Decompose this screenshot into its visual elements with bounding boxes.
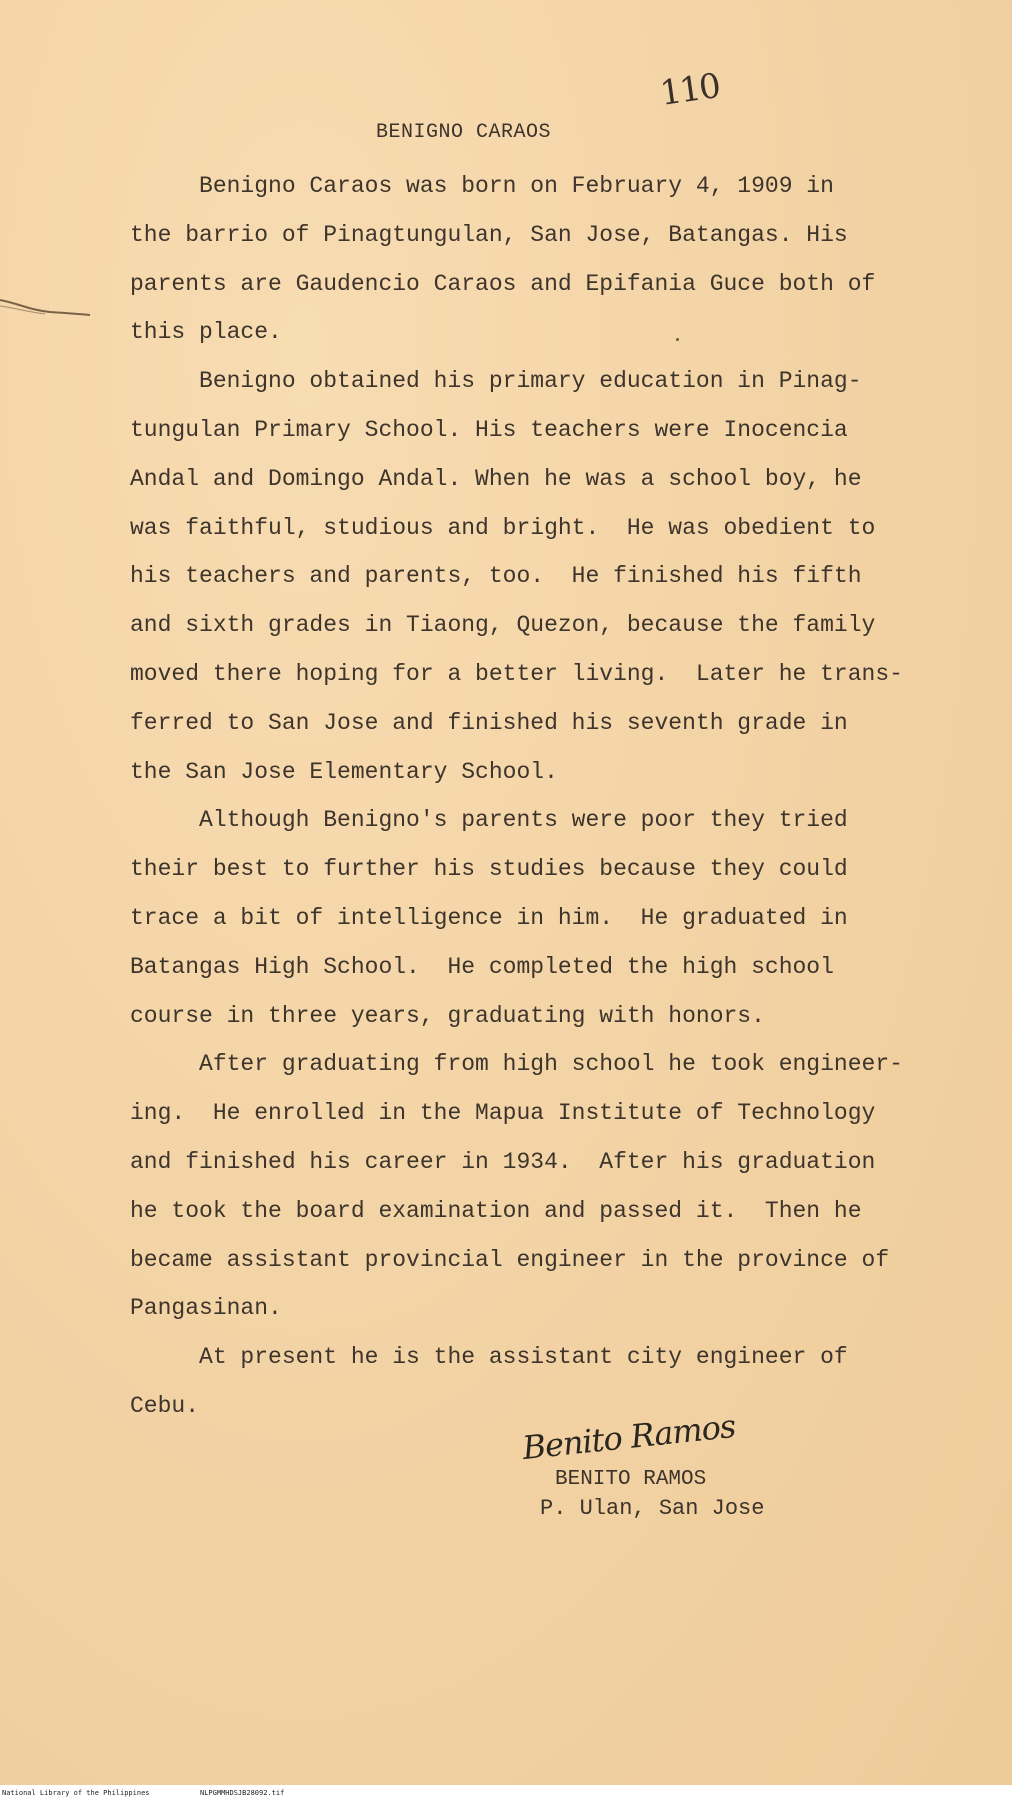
- scan-footer: [0, 1785, 1012, 1800]
- document-title: BENIGNO CARAOS: [376, 121, 552, 144]
- scan-filename: NLPGMMHDSJB28092.tif: [200, 1789, 285, 1797]
- handwritten-signature: Benito Ramos: [520, 1406, 737, 1468]
- text-line: Benigno Caraos was born on February 4, 1909 in: [130, 173, 834, 199]
- paper-tear-mark: [0, 292, 90, 322]
- text-line: moved there hoping for a better living. Later he trans-: [130, 660, 903, 687]
- text-line: and finished his career in 1934. After his graduation: [130, 1148, 876, 1175]
- text-line: was faithful, studious and bright. He was obedient to: [130, 514, 876, 541]
- text-line: Although Benigno's parents were poor they tried: [130, 807, 848, 834]
- text-line: this place.: [130, 319, 282, 346]
- text-line: course in three years, graduating with honors.: [130, 1002, 765, 1029]
- text-line: Batangas High School. He completed the high school: [130, 953, 834, 980]
- text-line: their best to further his studies because they could: [130, 856, 848, 883]
- text-line: the barrio of Pinagtungulan, San Jose, Batangas. His: [130, 221, 848, 248]
- signatory-name: BENITO RAMOS: [555, 1468, 707, 1491]
- text-line: Andal and Domingo Andal. When he was a school boy, he: [130, 465, 862, 492]
- text-line: and sixth grades in Tiaong, Quezon, because the family: [130, 612, 876, 639]
- text-line: his teachers and parents, too. He finished his fifth: [130, 563, 862, 590]
- text-line: After graduating from high school he took engineer-: [130, 1051, 903, 1078]
- library-credit: National Library of the Philippines: [2, 1789, 150, 1797]
- text-line: ing. He enrolled in the Mapua Institute of Technology: [130, 1100, 876, 1127]
- text-line: ferred to San Jose and finished his seventh grade in: [130, 709, 848, 736]
- signatory-place: P. Ulan, San Jose: [540, 1496, 765, 1521]
- text-line: At present he is the assistant city engineer of: [130, 1344, 848, 1371]
- text-line: he took the board examination and passed it. Then he: [130, 1197, 862, 1224]
- text-line: Pangasinan.: [130, 1295, 282, 1322]
- text-line: the San Jose Elementary School.: [130, 758, 558, 785]
- text-line: trace a bit of intelligence in him. He graduated in: [130, 904, 848, 931]
- text-line: Cebu.: [130, 1392, 200, 1419]
- text-line: parents are Gaudencio Caraos and Epifania Guce both of: [130, 270, 876, 297]
- biography-text: [130, 162, 970, 1431]
- handwritten-page-number: 110: [657, 66, 722, 114]
- text-line: became assistant provincial engineer in the province of: [130, 1246, 890, 1273]
- text-line: tungulan Primary School. His teachers were Inocencia: [130, 416, 848, 443]
- text-line: Benigno obtained his primary education in Pinag-: [130, 368, 862, 395]
